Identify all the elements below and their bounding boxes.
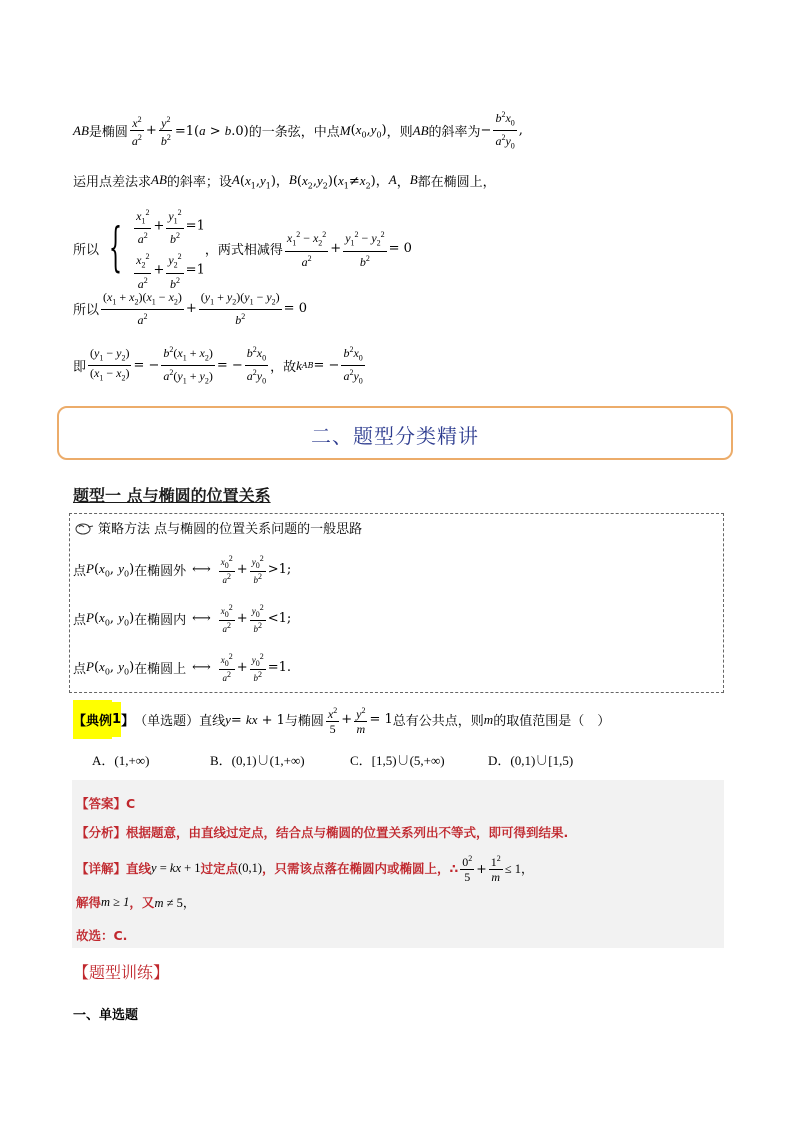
frac: $\frac{b^2x_0}{a^2y_0}$ [495,110,515,151]
strategy-box [69,513,724,693]
section-title: 二、题型分类精讲 [311,424,479,448]
frac: $\frac{x_0^2}{a^2}$ [220,603,233,634]
frac: $\frac{x^2}{5}$ [327,705,338,736]
frac: $\frac{y_2^2}{b^2}$ [168,252,182,291]
frac: $\frac{(y_1 - y_2)}{(x_1 - x_2)}$ [90,346,130,383]
text: 过定点 [200,861,239,876]
options-row [92,750,712,769]
frac: $\frac{y^2}{m}$ [356,705,366,736]
text: 点 [73,612,87,628]
frac: $\frac{y_0^2}{b^2}$ [251,603,264,634]
text: 的取值范围是（ ） [493,714,611,729]
frac: $\frac{x_0^2}{a^2}$ [220,652,233,683]
solve-line: 解得 m ≥ 1 ，又 m ≠ 5， [76,894,196,910]
strategy-row-3: 点 P ($x_0$, $y_0$) 在椭圆上 ⟷ $\frac{x_0^2}{a^2}$ + $\frac{y_0^2}{b^2}$ =1. [73,652,291,683]
text: 点 [73,661,87,677]
example-question: 【典例 1 】 （单选题） 直线 y = kx + 1 与椭圆 $\frac{x^2}{5}$ + $\frac{y^2}{m}$ = 1 总有公共点，则 m 的取值范围是（ ） [73,700,610,739]
text: 点 [73,563,87,579]
text: 直线 [199,714,226,729]
frac: $\frac{x_0^2}{a^2}$ [220,554,233,585]
text: 的斜率为 [428,125,481,141]
text: 运用点差法求 [73,174,152,190]
strategy-row-2: 点 P ($x_0$, $y_0$) 在椭圆内 ⟷ $\frac{x_0^2}{a^2}$ + $\frac{y_0^2}{b^2}$ <1; [73,603,292,634]
frac: $\frac{y^2}{b^2}$ [160,115,171,149]
choose: 故选：C. [76,928,128,943]
text: 都在椭圆上， [417,174,496,190]
text: ，则 [386,125,413,141]
frac: $\frac{y_1^2}{b^2}$ [168,208,182,247]
text: 所以 [73,303,100,319]
topic-heading: 题型一 点与椭圆的位置关系 [73,486,271,505]
frac: $\frac{1^2}{m}$ [490,854,501,884]
frac: $\frac{(x_1 + x_2)(x_1 - x_2)}{a^2}$ [103,290,182,328]
frac: $\frac{x_2^2}{a^2}$ [136,252,150,291]
option-d[interactable]: D．(0,1)∪[1,5) [488,753,574,768]
frac: $\frac{x_1^2}{a^2}$ [136,208,150,247]
text: 总有公共点，则 [392,714,484,729]
text: 【详解】直线 [76,861,152,876]
frac: $\frac{(y_1 + y_2)(y_1 - y_2)}{b^2}$ [200,290,280,328]
text: >1; [267,561,292,577]
frac: $\frac{b^2(x_1 + x_2)}{a^2(y_1 + y_2)}$ [163,345,213,386]
solution-box [72,780,724,948]
strategy-title-row [74,518,362,537]
training-subtitle: 一、单选题 [73,1008,139,1023]
pointing-hand-icon [74,521,94,535]
text: 的斜率；设 [166,174,232,190]
frac: $\frac{y_1^2 - y_2^2}{b^2}$ [345,230,385,269]
frac: $\frac{x_1^2 - x_2^2}{a^2}$ [286,230,327,269]
text: <1; [267,610,292,626]
intro-line-4: 所以 $\frac{(x_1 + x_2)(x_1 - x_2)}{a^2}$ + $\frac{(y_1 + y_2)(y_1 - y_2)}{b^2}$ = 0 [73,290,307,328]
text: 解得 [76,895,102,910]
text: 即 [73,360,87,376]
frac: $\frac{y_0^2}{b^2}$ [251,554,264,585]
text: ，只需该点落在椭圆内或椭圆上，∴ [262,861,459,876]
training-title: 【题型训练】 [73,963,170,982]
question-type: （单选题） [134,714,200,729]
text: ，故 [270,360,297,376]
text: 的一条弦，中点 [248,125,340,141]
text: 所以 [73,242,100,258]
intro-line-3: 所以 { $\frac{x_1^2}{a^2}$ + $\frac{y_1^2}{b^2}$ =1 $\frac{x_2^2}{a^2}$ + $\frac{y_2^2}{b^2}$ =1 ，两式相减得 $\frac{x_1^2 - x_2^2}{a^2}$ + $\frac{y_1^2 - y_2^2}{b^2}$ = 0 [73,208,412,291]
intro-line-1: AB 是椭圆 $\frac{x^2}{a^2}$ + $\frac{y^2}{b^2}$ =1(a > b.0) 的一条弦，中点 M $(x_0,y_0)$ ，则 AB 的斜率为 − $\frac{b^2x_0}{a^2y_0}$ , [73,108,523,154]
frac: $\frac{b^2x_0}{a^2y_0}$ [343,345,363,386]
option-c[interactable]: C．[1,5)∪(5,+∞) [350,753,445,768]
text: ，又 [129,895,155,910]
answer: 【答案】C [76,796,136,811]
intro-line-5: 即 $\frac{(y_1 - y_2)}{(x_1 - x_2)}$ = − $\frac{b^2(x_1 + x_2)}{a^2(y_1 + y_2)}$ = − $\frac{b^2x_0}{a^2y_0}$ ，故 k AB = − $\frac{b^2x_0}{a^2y_0}$ [73,343,367,389]
frac: $\frac{b^2x_0}{a^2y_0}$ [246,345,267,386]
example-tag-close: 】 [121,714,135,729]
section-box [57,406,733,460]
example-number: 1 [112,702,121,737]
option-b[interactable]: B．(0,1)∪(1,+∞) [210,753,305,768]
intro-line-2: 运用点差法求 AB 的斜率；设 A $(x_1,y_1)$， B $(x_2,y_2)(x_1\ne x_2)$， A ， B 都在椭圆上， [73,172,496,191]
analysis: 【分析】根据题意，由直线过定点，结合点与椭圆的位置关系列出不等式，即可得到结果. [76,825,569,840]
option-a[interactable]: A．(1,+∞) [92,753,150,768]
chord-ab: AB [73,122,89,138]
strategy-title: 策略方法 点与椭圆的位置关系问题的一般思路 [98,522,363,537]
frac: $\frac{0^2}{5}$ [462,854,473,884]
text: ，两式相减得 [204,242,283,258]
example-tag: 【典例 [73,700,112,739]
frac: $\frac{y_0^2}{b^2}$ [251,652,264,683]
text: 是椭圆 [88,125,128,141]
text: =1. [267,659,291,675]
text: 与椭圆 [284,714,324,729]
text: 在椭圆外 [134,563,187,579]
text: 在椭圆内 [134,612,187,628]
strategy-row-1: 点 P ($x_0$, $y_0$) 在椭圆外 ⟷ $\frac{x_0^2}{a^2}$ + $\frac{y_0^2}{b^2}$ >1; [73,554,292,585]
frac: $\frac{x^2}{a^2}$ [131,115,142,149]
detail: 【详解】直线 y = kx + 1 过定点 (0,1) ，只需该点落在椭圆内或椭圆上，∴ $\frac{0^2}{5}$ + $\frac{1^2}{m}$ ≤ 1， [76,854,534,884]
text: 在椭圆上 [134,661,187,677]
